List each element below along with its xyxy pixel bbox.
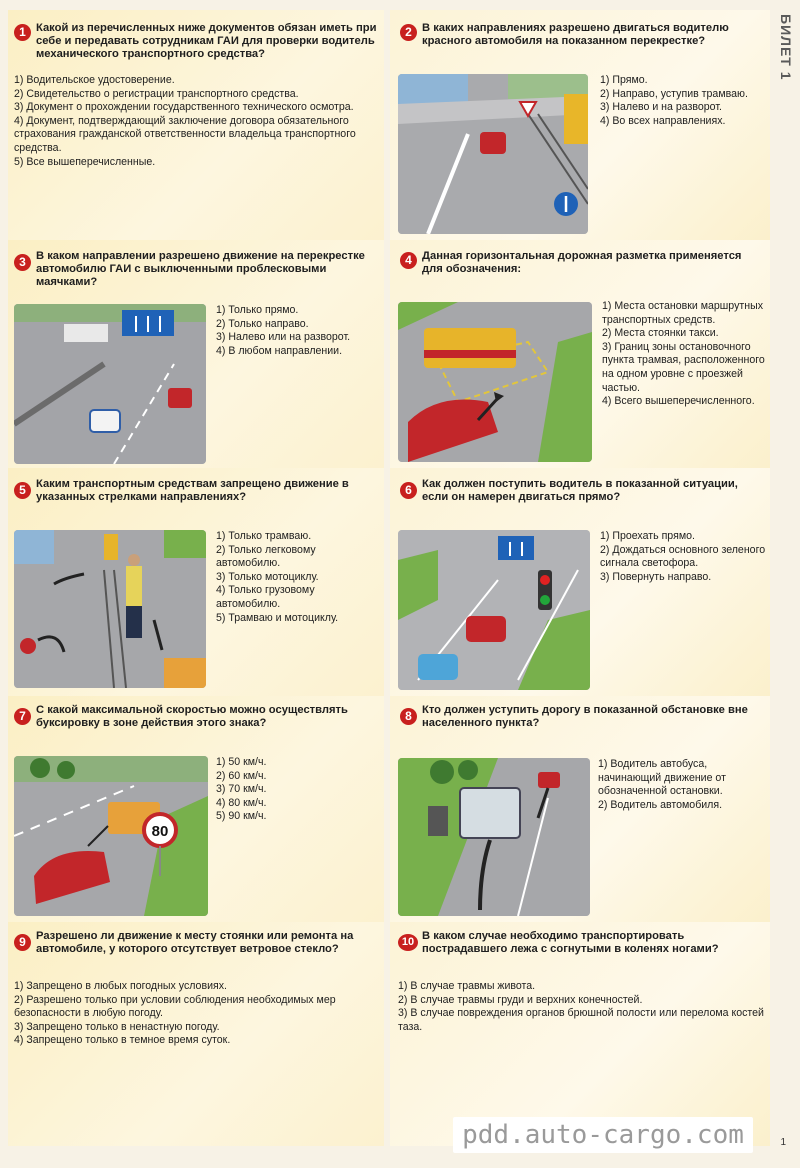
answer-option[interactable]: 3) Повернуть направо. — [600, 570, 712, 583]
answer-option[interactable]: 4) 80 км/ч. — [216, 796, 267, 809]
towing-illustration — [14, 756, 208, 916]
question-text: Каким транспортным средствам запрещено движение в указанных стрелками направлениях? — [36, 478, 349, 503]
question-number-badge: 7 — [14, 708, 31, 725]
answer-option[interactable]: 3) Запрещено только в ненастную погоду. — [14, 1020, 220, 1033]
question-card-8 — [390, 696, 770, 922]
page-number: 1 — [780, 1137, 786, 1148]
answer-list — [600, 74, 766, 128]
question-card-3 — [8, 240, 384, 468]
question-number-badge: 9 — [14, 934, 31, 951]
question-text: Разрешено ли движение к месту стоянки или ремонта на автомобиле, у которого отсутствует ветровое стекло? — [36, 930, 354, 955]
question-text: Данная горизонтальная дорожная разметка применяется для обозначения: — [422, 250, 742, 275]
answer-option[interactable]: 2) Только направо. — [216, 317, 309, 330]
question-number-badge: 1 — [14, 24, 31, 41]
answer-option[interactable]: 2) Места стоянки такси. — [602, 327, 719, 340]
answer-option[interactable]: 4) Всего вышеперечисленного. — [602, 395, 755, 408]
intersection-illustration — [14, 304, 206, 464]
question-card-1 — [8, 10, 384, 240]
answer-option[interactable]: 1) Водитель автобуса, начинающий движение от обозначенной остановки. — [598, 758, 726, 798]
answer-list — [216, 304, 382, 358]
question-text: В каком направлении разрешено движение на перекрестке автомобилю ГАИ с выключенными проблесковыми маячками? — [36, 250, 365, 288]
answer-option[interactable]: 4) Во всех направлениях. — [600, 114, 726, 127]
question-text: Какой из перечисленных ниже документов обязан иметь при себе и передавать сотрудникам ГАИ для проверки водитель механического транспортного средства? — [36, 22, 377, 60]
answer-option[interactable]: 2) Направо, уступив трамваю. — [600, 87, 748, 100]
answer-option[interactable]: 1) Проехать прямо. — [600, 530, 695, 542]
answer-list — [216, 530, 380, 625]
tram-stop-illustration — [398, 302, 592, 462]
answer-option[interactable]: 2) Водитель автомобиля. — [598, 798, 723, 811]
answer-option[interactable]: 3) Налево или на разворот. — [216, 331, 351, 344]
question-text: С какой максимальной скоростью можно осуществлять буксировку в зоне действия этого знака? — [36, 704, 348, 729]
question-text: В каких направлениях разрешено двигаться водителю красного автомобиля на показанном перекрестке? — [422, 22, 729, 47]
answer-option[interactable]: 1) Водительское удостоверение. — [14, 74, 175, 86]
answer-option[interactable]: 2) Свидетельство о регистрации транспортного средства. — [14, 87, 299, 100]
question-number-badge: 10 — [398, 934, 418, 951]
answer-option[interactable]: 1) Прямо. — [600, 74, 648, 86]
speed-limit-sign: 80 — [151, 823, 169, 840]
answer-option[interactable]: 3) Границ зоны остановочного пункта трамвая, расположенного на одном уровне с проезжей частью. — [602, 340, 765, 394]
question-number-badge: 3 — [14, 254, 31, 271]
answer-list — [602, 300, 766, 409]
watermark: pdd.auto-cargo.com — [453, 1117, 753, 1153]
answer-option[interactable]: 4) В любом направлении. — [216, 344, 343, 357]
traffic-controller-illustration — [14, 530, 206, 688]
question-number-badge: 6 — [400, 482, 417, 499]
question-text: В каком случае необходимо транспортировать пострадавшего лежа с согнутыми в коленях ногами? — [422, 930, 719, 955]
answer-option[interactable]: 4) Только грузовому автомобилю. — [216, 584, 315, 610]
answer-list — [216, 756, 380, 824]
answer-option[interactable]: 1) В случае травмы живота. — [398, 980, 536, 992]
answer-list — [14, 74, 380, 169]
answer-option[interactable]: 1) Только трамваю. — [216, 530, 312, 542]
answer-option[interactable]: 3) Документ о прохождении государственного технического осмотра. — [14, 101, 354, 114]
answer-list — [598, 758, 762, 812]
answer-option[interactable]: 5) Трамваю и мотоциклу. — [216, 611, 339, 624]
answer-option[interactable]: 3) 70 км/ч. — [216, 783, 267, 796]
question-card-5 — [8, 468, 384, 696]
answer-option[interactable]: 4) Документ, подтверждающий заключение договора обязательного страхования гражданской ответственности владельца транспортного средства. — [14, 114, 356, 154]
bus-stop-illustration — [398, 758, 590, 916]
question-card-9 — [8, 922, 384, 1146]
answer-option[interactable]: 1) Только прямо. — [216, 304, 299, 316]
answer-list — [600, 530, 766, 584]
question-text: Как должен поступить водитель в показанной ситуации, если он намерен двигаться прямо? — [422, 478, 738, 503]
answer-option[interactable]: 5) 90 км/ч. — [216, 810, 267, 823]
ticket-label: БИЛЕТ 1 — [778, 14, 794, 81]
question-number-badge: 4 — [400, 252, 417, 269]
answer-option[interactable]: 2) 60 км/ч. — [216, 769, 267, 782]
answer-option[interactable]: 3) В случае повреждения органов брюшной полости или перелома костей таза. — [398, 1007, 764, 1033]
answer-option[interactable]: 5) Все вышеперечисленные. — [14, 155, 156, 168]
question-number-badge: 5 — [14, 482, 31, 499]
answer-option[interactable]: 1) 50 км/ч. — [216, 756, 267, 768]
answer-option[interactable]: 2) Разрешено только при условии соблюдения необходимых мер безопасности в любую погоду. — [14, 993, 336, 1020]
question-card-6 — [390, 468, 770, 696]
intersection-illustration — [398, 74, 588, 234]
traffic-light-illustration — [398, 530, 590, 690]
answer-option[interactable]: 3) Налево и на разворот. — [600, 101, 722, 114]
answer-option[interactable]: 1) Запрещено в любых погодных условиях. — [14, 980, 227, 992]
answer-list — [14, 980, 380, 1048]
question-card-10 — [390, 922, 770, 1146]
answer-option[interactable]: 3) Только мотоциклу. — [216, 570, 319, 583]
question-number-badge: 8 — [400, 708, 417, 725]
answer-option[interactable]: 4) Запрещено только в темное время суток. — [14, 1034, 231, 1047]
answer-option[interactable]: 2) Дождаться основного зеленого сигнала светофора. — [600, 543, 766, 570]
question-card-4 — [390, 240, 770, 468]
answer-option[interactable]: 2) Только легковому автомобилю. — [216, 543, 316, 570]
question-card-2 — [390, 10, 770, 240]
question-text: Кто должен уступить дорогу в показанной обстановке вне населенного пункта? — [422, 704, 748, 729]
answer-option[interactable]: 1) Места остановки маршрутных транспортных средств. — [602, 300, 763, 326]
question-number-badge: 2 — [400, 24, 417, 41]
answer-list — [398, 980, 764, 1034]
answer-option[interactable]: 2) В случае травмы груди и верхних конечностей. — [398, 993, 643, 1006]
question-card-7 — [8, 696, 384, 922]
